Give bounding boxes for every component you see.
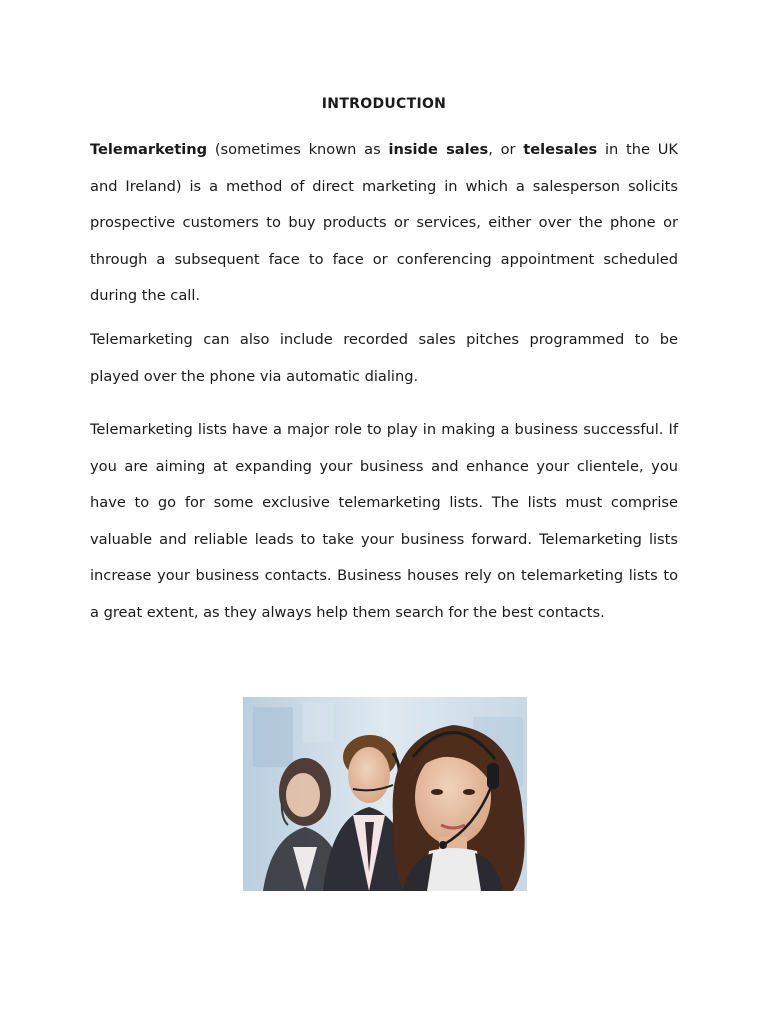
paragraph-recorded-pitches: Telemarketing can also include recorded sales pitches programmed to be played over the phone via automatic dialing.: [90, 331, 678, 385]
paragraph-telemarketing-lists: Telemarketing lists have a major role to play in making a business successful. If you are aiming at expanding your business and enhance your clientele, you have to go for some exclusive telemarketing lists. The lists must comprise valuable and reliable leads to take your business forward. Telemarketing lists increase your business contacts. Business houses rely on telemarketing lists to a great extent, as they always help them search for the best contacts.: [90, 421, 678, 621]
term-telemarketing: Telemarketing: [90, 141, 208, 158]
term-inside-sales: inside sales: [388, 141, 489, 158]
term-telesales: telesales: [523, 141, 598, 158]
text-segment: , or: [488, 141, 524, 158]
call-center-photo: [243, 697, 527, 891]
text-segment: (sometimes known as: [207, 141, 389, 158]
paragraph-definition: [90, 132, 678, 315]
section-heading: INTRODUCTION: [321, 96, 447, 112]
text-segment: in the UK and Ireland) is a method of direct marketing in which a salesperson solicits prospective customers to buy products or services, either over the phone or through a subsequent face to face or conferencing appointment scheduled during the call.: [90, 141, 678, 305]
